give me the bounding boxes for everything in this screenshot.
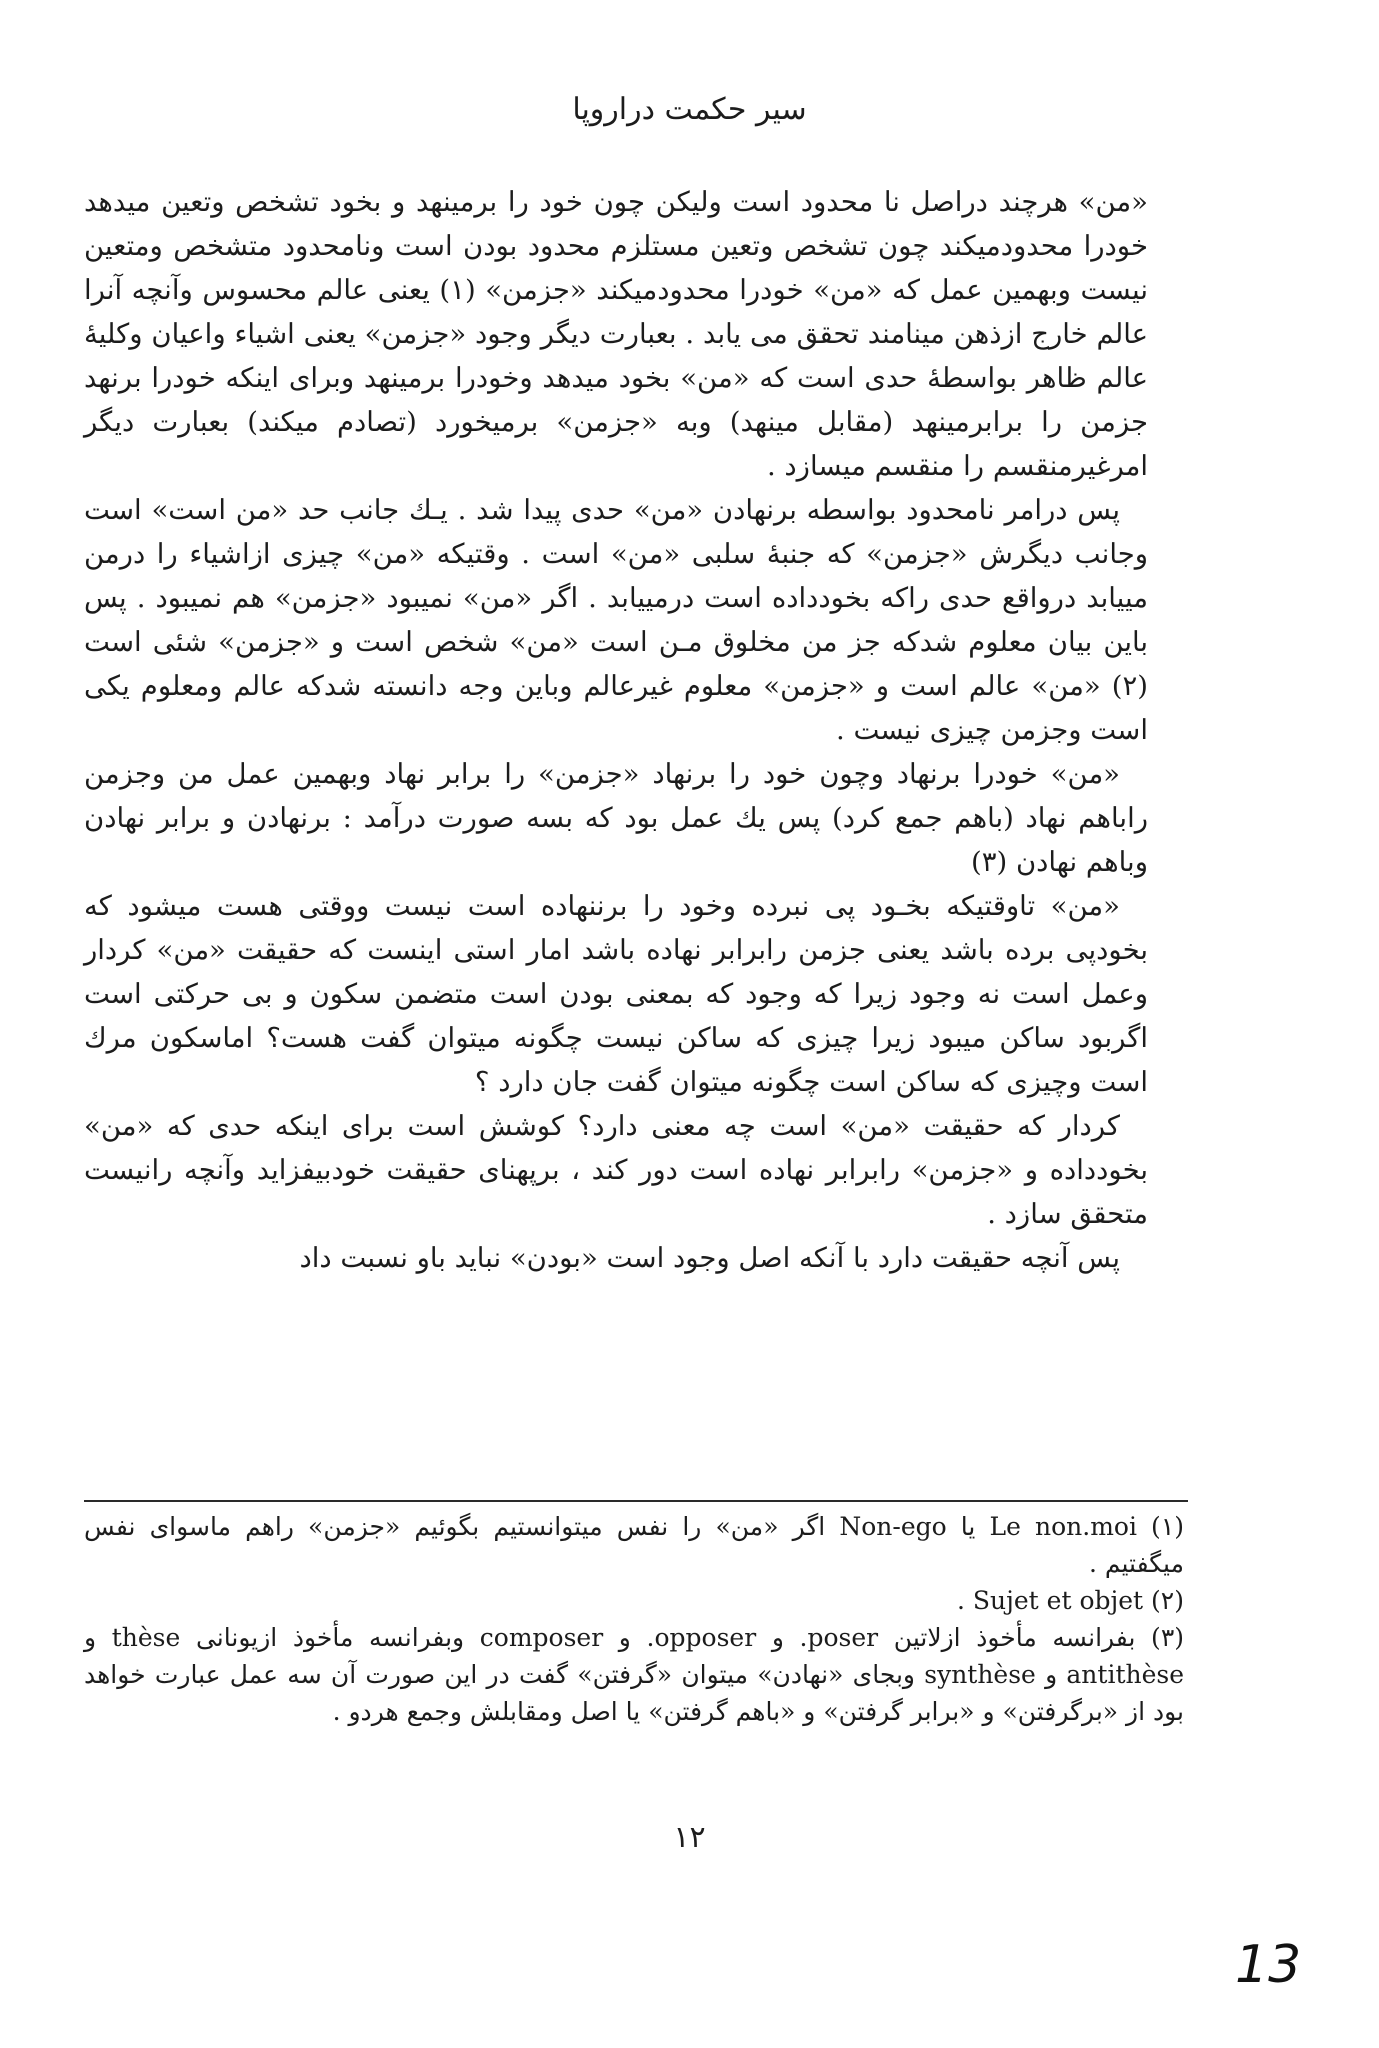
footnote-3: (۳) بفرانسه مأخوذ ازلاتین poser. و opposer. و composer وبفرانسه مأخوذ ازیونانی thèse و antithèse و synthèse وبجای «نهادن» میتوان «گرفتن» گفت در این صورت آن سه عمل عبارت خواهد بود از «برگرفتن» و «برابر گرفتن» و «باهم گرفتن» یا اصل ومقابلش وجمع هردو . bbox=[84, 1623, 1185, 1726]
paragraph-2: پس درامر نامحدود بواسطه برنهادن «من» حدی پیدا شد . یـك جانب حد «من است» است وجانب دیگرش «جزمن» که جنبهٔ سلبی «من» است . وقتیکه «من» چیزی ازاشیاء را درمن مییابد درواقع حدی راکه بخودداده است درمییابد . اگر «من» نمیبود «جزمن» هم نمیبود . پس باین بیان معلوم شدکه جز من مخلوق مـن است «من» شخص است و «جزمن» شئی است (۲) «من» عالم است و «جزمن» معلوم غیرعالم وباین وجه دانسته شدکه عالم ومعلوم یکی است وجزمن چیزی نیست . bbox=[84, 494, 1148, 746]
footnote-2: (۲) Sujet et objet . bbox=[956, 1586, 1184, 1615]
paragraph-4: «من» تاوقتیکه بخـود پی نبرده وخود را برننهاده است نیست ووقتی هست میشود که بخودپی برده باشد یعنی جزمن رابرابر نهاده باشد امار استی اینست که حقیقت «من» کردار وعمل است نه وجود زیرا که وجود که بمعنی بودن است متضمن سکون و بی حرکتی است اگربود ساکن میبود زیرا چیزی که ساکن نیست چگونه میتوان گفت هست؟ اماسکون مرك است وچیزی که ساکن است چگونه میتوان گفت جان دارد ؟ bbox=[84, 890, 1148, 1098]
paragraph-3: «من» خودرا برنهاد وچون خود را برنهاد «جزمن» را برابر نهاد وبهمین عمل من وجزمن راباهم نهاد (باهم جمع کرد) پس یك عمل بود که بسه صورت درآمد : برنهادن و برابر نهادن وباهم نهادن (۳) bbox=[84, 758, 1148, 878]
footnote-divider bbox=[84, 1500, 1188, 1502]
body-text bbox=[84, 180, 1148, 1280]
paragraph-1: «من» هرچند دراصل نا محدود است ولیکن چون خود را برمینهد و بخود تشخص وتعین میدهد خودرا محدودمیکند چون تشخص وتعین مستلزم محدود بودن است ونامحدود متشخص ومتعین نیست وبهمین عمل که «من» خودرا محدودمیکند «جزمن» (۱) یعنی عالم محسوس وآنچه آنرا عالم خارج ازذهن مینامند تحقق می یابد . بعبارت دیگر وجود «جزمن» یعنی اشیاء واعیان وکلیهٔ عالم ظاهر بواسطهٔ حدی است که «من» بخود میدهد وخودرا برمینهد وبرای اینکه خودرا برنهد جزمن را برابرمینهد (مقابل مینهد) وبه «جزمن» برمیخورد (تصادم میکند) بعبارت دیگر امرغیرمنقسم را منقسم میسازد . bbox=[84, 186, 1148, 482]
footnotes bbox=[84, 1508, 1184, 1730]
footnote-1: (۱) Le non.moi یا Non-ego اگر «من» را نفس میتوانستیم بگوئیم «جزمن» راهم ماسوای نفس میگفتیم . bbox=[84, 1512, 1185, 1578]
paragraph-6: پس آنچه حقیقت دارد با آنکه اصل وجود است «بودن» نباید باو نسبت داد bbox=[299, 1242, 1120, 1274]
handwritten-page-number: 13 bbox=[1235, 1935, 1302, 1995]
running-head: سیر حکمت دراروپا bbox=[572, 92, 807, 127]
page-number: ۱۲ bbox=[673, 1820, 706, 1855]
paragraph-5: کردار که حقیقت «من» است چه معنی دارد؟ کوشش است برای اینکه حدی که «من» بخودداده و «جزمن» رابرابر نهاده است دور کند ، برپهنای حقیقت خودبیفزاید وآنچه رانیست متحقق سازد . bbox=[84, 1110, 1148, 1230]
